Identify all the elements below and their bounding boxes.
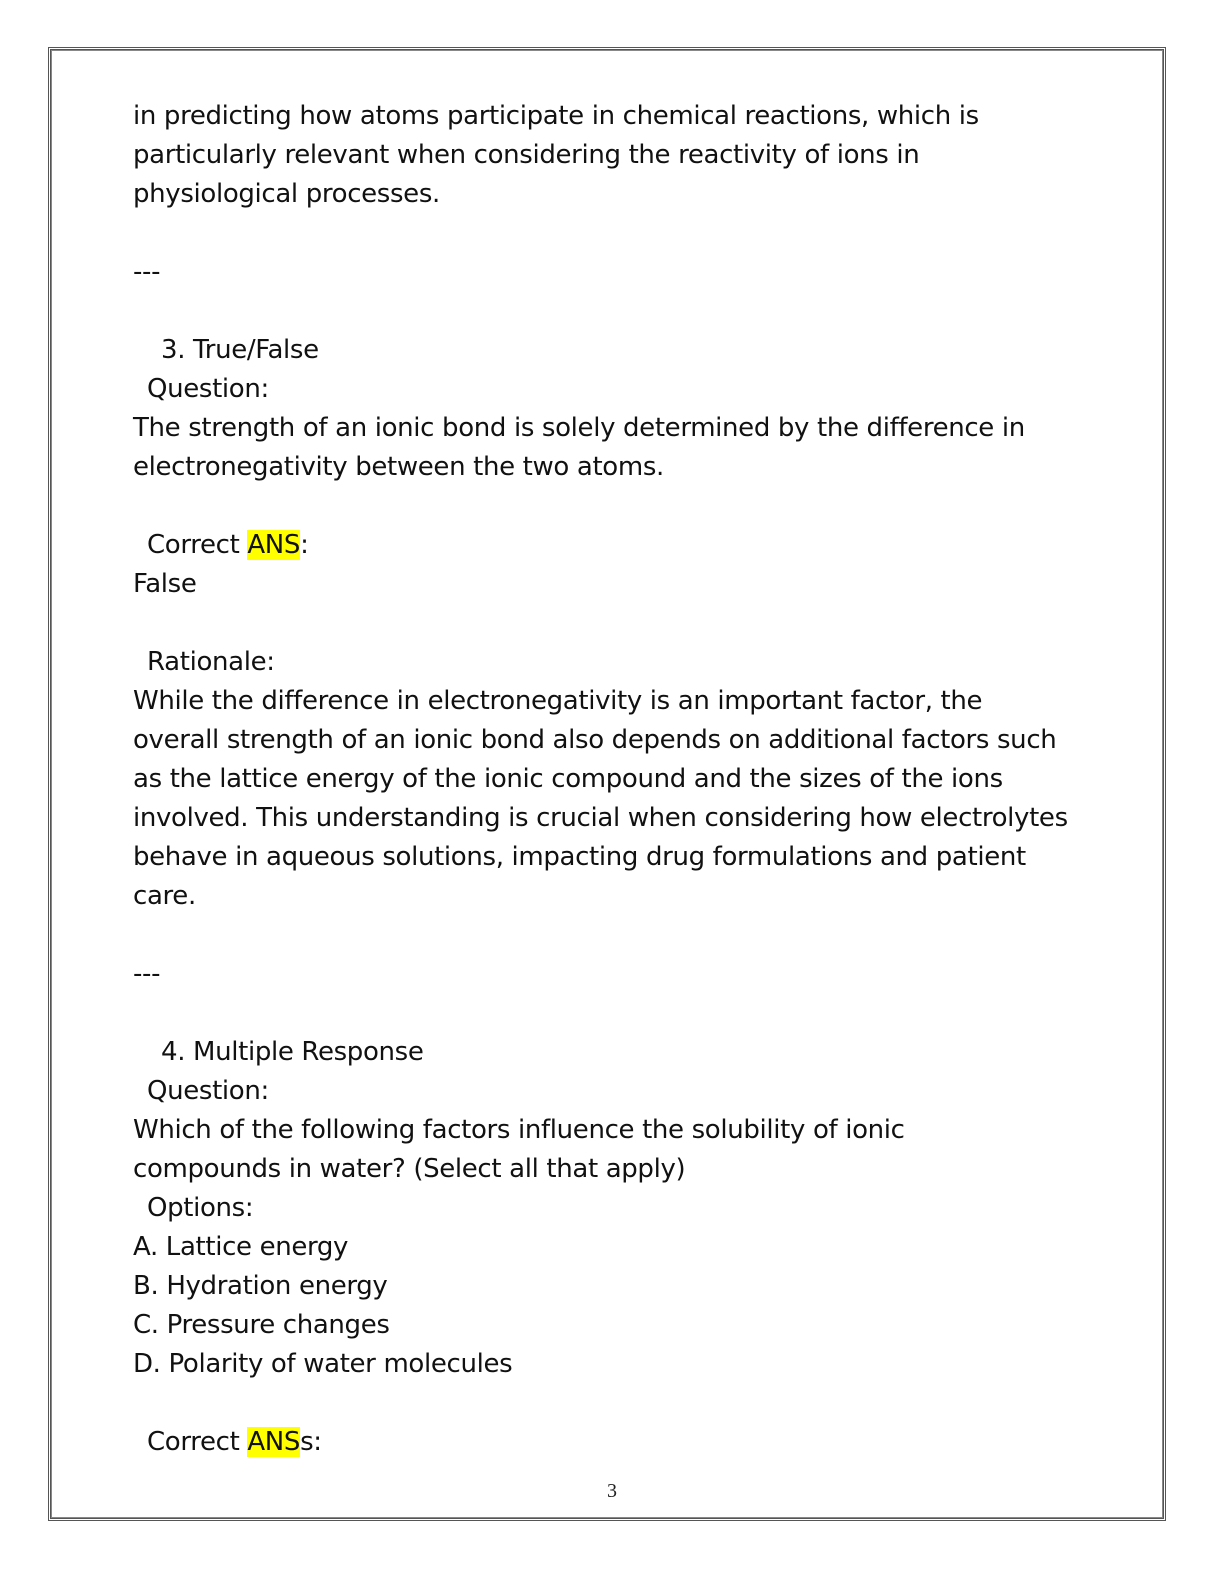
q3-answer-value: False [133, 569, 197, 599]
q3-answer-label [133, 526, 1093, 565]
q3-question-line: electronegativity between the two atoms. [133, 452, 664, 482]
q4-option: D. Polarity of water molecules [133, 1349, 513, 1379]
spacer [133, 292, 1093, 331]
q4-options-label: Options: [147, 1193, 254, 1223]
intro-line: particularly relevant when considering the reactivity of ions in [133, 140, 920, 170]
spacer [133, 1384, 1093, 1423]
separator: --- [133, 959, 161, 989]
q4-answer-label [133, 1423, 1093, 1462]
answer-suffix: s: [300, 1427, 322, 1457]
answer-prefix: Correct [147, 530, 248, 560]
q3-rationale-line: involved. This understanding is crucial when considering how electrolytes [133, 803, 1068, 833]
page-number: 3 [607, 1480, 617, 1502]
q3-rationale-line: While the difference in electronegativity is an important factor, the [133, 686, 983, 716]
q4-question-line: Which of the following factors influence the solubility of ionic [133, 1115, 905, 1145]
answer-suffix: : [300, 530, 309, 560]
q3-question-label: Question: [147, 374, 269, 404]
q4-option: B. Hydration energy [133, 1271, 388, 1301]
q4-heading: 4. Multiple Response [161, 1037, 424, 1067]
q4-option: A. Lattice energy [133, 1232, 349, 1262]
spacer [133, 214, 1093, 253]
intro-line: in predicting how atoms participate in chemical reactions, which is [133, 101, 979, 131]
answer-highlight: ANS [247, 1427, 301, 1457]
intro-line: physiological processes. [133, 179, 440, 209]
q3-rationale-line: as the lattice energy of the ionic compound and the sizes of the ions [133, 764, 1003, 794]
q3-question-line: The strength of an ionic bond is solely determined by the difference in [133, 413, 1025, 443]
document-body [133, 97, 1093, 1462]
answer-highlight: ANS [247, 530, 301, 560]
spacer [133, 487, 1093, 526]
q3-rationale-line: overall strength of an ionic bond also depends on additional factors such [133, 725, 1057, 755]
answer-prefix: Correct [147, 1427, 248, 1457]
q4-question-line: compounds in water? (Select all that apply) [133, 1154, 686, 1184]
q4-question-label: Question: [147, 1076, 269, 1106]
q3-rationale-line: care. [133, 881, 196, 911]
separator: --- [133, 257, 161, 287]
q3-rationale-line: behave in aqueous solutions, impacting drug formulations and patient [133, 842, 1026, 872]
spacer [133, 604, 1093, 643]
q3-rationale-label: Rationale: [147, 647, 275, 677]
q3-heading: 3. True/False [161, 335, 319, 365]
spacer [133, 994, 1093, 1033]
q4-option: C. Pressure changes [133, 1310, 390, 1340]
spacer [133, 916, 1093, 955]
